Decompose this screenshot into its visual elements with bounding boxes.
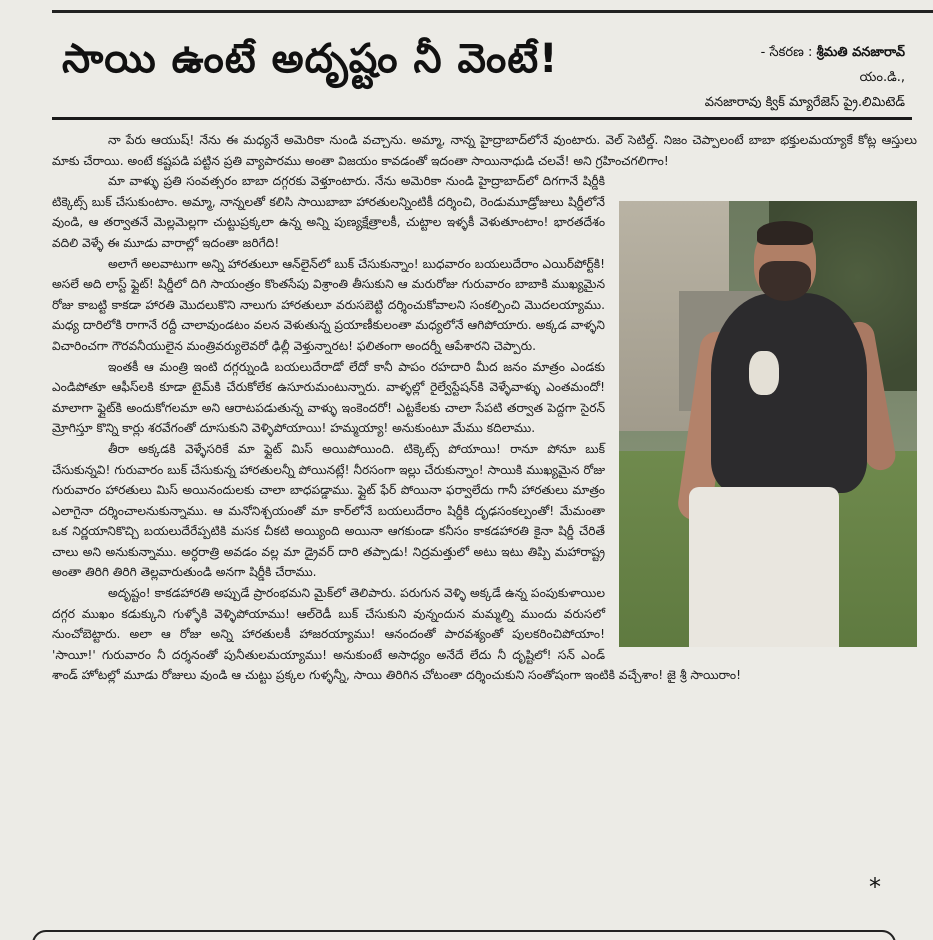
top-rule [52,10,933,13]
bottom-box [32,930,896,940]
credit-prefix: - సేకరణ : [760,45,813,60]
photo-frame [619,201,917,647]
article-credit [605,40,905,115]
credit-company: వనజారావు క్విక్ మ్యారేజెస్ ప్రై.లిమిటెడ్ [704,95,905,110]
paragraph-5: తీరా అక్కడకి వెళ్ళేసరికే మా ఫ్లైట్ మిస్ అయిపోయింది. టిక్కెట్స్ పోయాయి! రానూ పోనూ బుక్ చేసుకున్నవి! గురువారం బుక్ చేసుకున్న హారతులన్నీ పోయినట్లే! నీరసంగా ఇల్లు చేరుకున్నాం! సాయికి ముఖ్యమైన రోజు గురువారం హారతులు మిస్ అయినందులకు చాలా బాధపడ్డాము. ఫ్లైట్ ఫేర్ పోయినా ఫర్వాలేదు గానీ హారతులు మాత్రం ఎలాగైనా దర్శించాలనుకున్నాము. ఆ మనోనిశ్చయంతో మా కార్‌లోనే బయలుదేరాం షిర్డీకి దృఢసంకల్పంతో! మేమంతా ఒక నిర్ణయానికొచ్చి బయలుదేరేప్పటికి మసక చీకటి అయ్యింది అయినా ఆగకుండా కనీసం కాకడహారతి కైనా షిర్డీ చేరితే చాలు అని అనుకున్నాము. అర్ధరాత్రి అవడం వల్ల మా డ్రైవర్ దారి తప్పాడు! నిద్రమత్తులో అటు ఇటు తిప్పి మహారాష్ట్ర అంతా తిరిగి తిరిగి తెల్లవారుతుండి అనగా షిర్డీకి చేరాము. [52,441,605,580]
paragraph-2: మా వాళ్ళు ప్రతి సంవత్సరం బాబా దగ్గరకు వెళ్తూంటారు. నేను అమెరికా నుండి హైద్రాబాద్‌లో దిగగానే షిర్డీకి టిక్కెట్స్ బుక్ చేసుకుంటాం. అమ్మా, నాన్నలతో కలిసి సాయిబాబా హారతులన్నింటికీ దర్శించి, రెండుమూడ్రోజులు షిర్డీలోనే వుండి, ఆ తర్వాతనే మెల్లమెల్లగా చుట్టుప్రక్కలా ఉన్న అన్ని పుణ్యక్షేత్రాలకీ, చుట్టాల ఇళ్ళకీ వెళుతూంటాం! భారతదేశం వదిలి వెళ్ళే ఈ మూడు వారాల్లో ఇదంతా జరిగేది! [52,174,605,250]
end-mark: * [869,873,881,901]
paragraph-3: అలాగే అలవాటుగా అన్ని హారతులూ ఆన్‌లైన్‌లో బుక్ చేసుకున్నాం! బుధవారం బయలుదేరాం ఎయిర్‌పోర్ట్‌కి! అసలే అది లాస్ట్ ఫ్లైట్! షిర్డీలో దిగి సాయంత్రం కొంతసేపు విశ్రాంతి తీసుకుని ఆ మరురోజు గురువారం బాబాకి ముఖ్యమైన రోజు కాబట్టి కాకడా హారతి మొదలుకొని నాలుగు హారతులూ వరుసబెట్టి దర్శించుకోవాలని సంకల్పించి మొదలయ్యాము. మధ్య దారిలోకి రాగానే రద్దీ చాలావుండటం వలన వెళుతున్న ప్రయాణీకులంతా మధ్యలోనే ఆగిపోయారు. అక్కడ వాళ్ళని విచారించగా గౌరవనీయులైన మంత్రివర్యులెవరో ఢిల్లీ వెళ్తున్నారట! ఫలితంగా అందర్నీ ఆపేశారని చెప్పారు. [52,256,605,353]
title-rule [52,117,912,120]
paragraph-4: ఇంతకీ ఆ మంత్రి ఇంటి దగ్గర్నుండి బయలుదేరాడో లేదో కానీ పాపం రహదారి మీద జనం మాత్రం ఎండకు ఎండిపోతూ ఆఫీస్‌లకి కూడా టైమ్‌కి చేరుకోలేక ఉసూరుమంటున్నారు. వాళ్ళల్లో రైల్వేస్టేషన్‌కి వెళ్ళేవాళ్ళు ఎంతమందో! మాలాగా ఫ్లైట్‌కి అందుకోగలమా అని ఆరాటపడుతున్న వాళ్ళు ఇంకెందరో! ఎట్టకేలకు చాలా సేపటి తర్వాత పెద్దగా సైరన్ మ్రోగిస్తూ కొన్ని కార్లు శరవేగంతో దూసుకుని వెళ్ళిపోయాయి! హమ్మయ్యా! అనుకుంటూ మేము కదిలాము. [52,359,605,436]
person-photo [619,201,917,647]
credit-line-1 [605,40,905,65]
article-title: సాయి ఉంటే అదృష్టం నీ వెంటే! [62,36,559,82]
article-body [52,130,917,686]
credit-role: యం.డి., [859,70,905,85]
paragraph-1: నా పేరు ఆయుష్! నేను ఈ మధ్యనే అమెరికా నుండి వచ్చాను. అమ్మా, నాన్న హైద్రాబాద్‌లోనే వుంటారు. వెల్ సెటిల్డ్. నిజం చెప్పాలంటే బాబా భక్తులమయ్యాకే కోట్ల ఆస్తులు మాకు చేరాయి. అంటే కష్టపడి పట్టిన ప్రతి వ్యాపారము అంతా విజయం కావడంతో ఇదంతా సాయినాధుడి చలవే! అని గ్రహించగలిగాం! [52,133,917,168]
credit-name: శ్రీమతి వనజారావ్ [816,45,905,60]
paragraph-6: అదృష్టం! కాకడహారతి అప్పుడే ప్రారంభమని మైక్‌లో తెలిపారు. పరుగున వెళ్ళి అక్కడే ఉన్న పంపుకుళాయిల దగ్గర ముఖం కడుక్కుని గుళ్ళోకి వెళ్ళిపోయాము! ఆల్‌రెడీ బుక్ చేసుకుని వున్నందున మమ్మల్ని ముందు వరుసలో నుంచోబెట్టారు. అలా ఆ రోజు అన్ని హారతులకీ హాజరయ్యాము! ఆనందంతో పారవశ్యంతో పులకరించిపోయాం! 'సాయీ!' గురువారం నీ దర్శనంతో పునీతులమయ్యాము! అనుకుంటే అసాధ్యం అనేదే లేదు నీ దృష్టిలో! సన్ ఎండ్ శాండ్ హోటల్లో మూడు రోజులు వుండి ఆ చుట్టు ప్రక్కల గుళ్ళన్నీ, సాయి తిరిగిన చోటంతా దర్శించుకుని సంతోషంగా ఇంటికి వచ్చేశాం! జై శ్రీ సాయిరాం! [52,586,741,683]
